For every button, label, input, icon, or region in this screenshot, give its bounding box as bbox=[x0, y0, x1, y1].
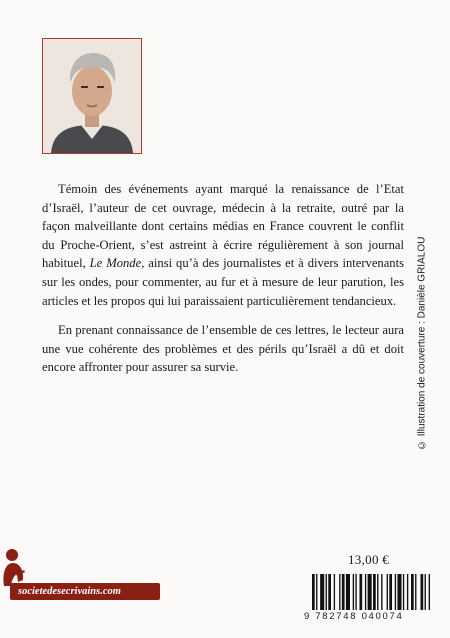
summary-paragraph-2: En prenant connaissance de l’ensemble de ces lettres, le lecteur aura une vue cohérente des problèmes et des périls qu’Israël a dû et doit encore affronter pour assurer sa survie. bbox=[42, 323, 404, 375]
barcode bbox=[304, 574, 432, 624]
summary-paragraph-1: Témoin des événements ayant marqué la renaissance de l’Etat d’Israël, l’auteur de cet ouvrage, médecin à la retraite, outré par la façon malveillante dont certains médias en France couvrent le conflit du Proche-Orient, s’est astreint à écrire régulièrement à son journal habituel, Le Monde, ainsi qu’à des journalistes et à divers intervenants sur les ondes, pour commenter, au fur et à mesure de leur parution, les articles et les propos qui lui paraissaient particulièrement tendancieux. bbox=[42, 182, 404, 308]
author-portrait-icon bbox=[43, 39, 141, 153]
barcode-number: 9 782748 040074 bbox=[304, 611, 404, 622]
author-photo bbox=[42, 38, 142, 154]
back-cover-text bbox=[42, 180, 404, 388]
barcode-bars bbox=[312, 574, 430, 610]
newspaper-title: Le Monde bbox=[89, 256, 142, 271]
publisher-name: societedesecrivains.com bbox=[10, 583, 160, 600]
cover-illustration-credit: © Illustration de couverture : Danièle GRIALOU bbox=[416, 236, 428, 450]
publisher-logo bbox=[0, 546, 162, 602]
price-label: 13,00 € bbox=[348, 552, 390, 567]
